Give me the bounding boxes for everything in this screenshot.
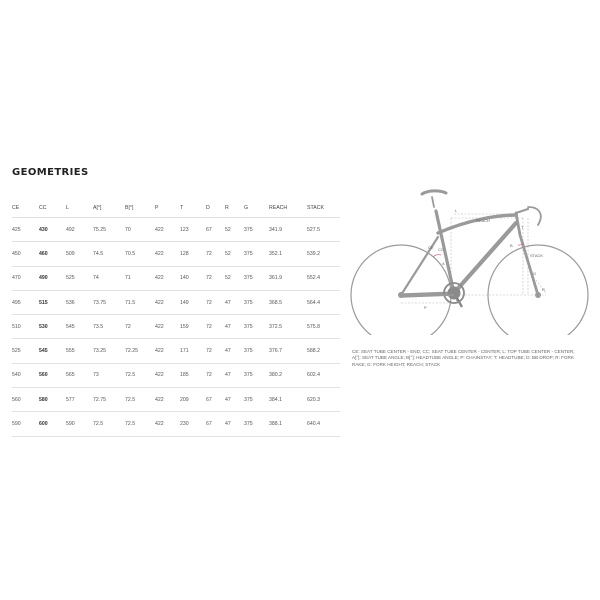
column-header: D [206, 198, 225, 218]
diagram-label-cc: CC [438, 247, 444, 252]
table-cell: 422 [155, 412, 180, 436]
table-cell: 375 [244, 290, 269, 314]
table-row [12, 242, 340, 266]
column-header: CE [12, 198, 39, 218]
table-cell: 361.9 [269, 266, 307, 290]
diagram-label-t: T [521, 225, 524, 230]
column-header: CC [39, 198, 66, 218]
diagram-label-p: P [424, 305, 427, 310]
table-cell: 600 [39, 412, 66, 436]
table-cell: 510 [12, 315, 39, 339]
geometry-table [12, 198, 340, 437]
table-cell: 602.4 [307, 363, 340, 387]
table-cell: 72.5 [125, 388, 155, 412]
table-cell: 47 [225, 412, 244, 436]
table-header-row [12, 198, 340, 218]
table-cell: 565 [66, 363, 93, 387]
table-cell: 575.8 [307, 315, 340, 339]
table-cell: 73.25 [93, 339, 125, 363]
table-cell: 71.5 [125, 290, 155, 314]
table-cell: 70 [125, 218, 155, 242]
table-cell: 71 [125, 266, 155, 290]
table-cell: 73 [93, 363, 125, 387]
table-row [12, 290, 340, 314]
table-cell: 72 [206, 363, 225, 387]
diagram-label-r: R [542, 287, 545, 292]
table-cell: 525 [66, 266, 93, 290]
table-body [12, 218, 340, 437]
table-cell: 539.2 [307, 242, 340, 266]
table-cell: 72.5 [93, 412, 125, 436]
table-cell: 422 [155, 339, 180, 363]
table-cell: 588.2 [307, 339, 340, 363]
table-cell: 140 [180, 266, 206, 290]
table-row [12, 266, 340, 290]
table-cell: 422 [155, 315, 180, 339]
table-cell: 375 [244, 218, 269, 242]
table-cell: 123 [180, 218, 206, 242]
table-cell: 422 [155, 266, 180, 290]
table-cell: 422 [155, 388, 180, 412]
table-cell: 509 [66, 242, 93, 266]
table-cell: 185 [180, 363, 206, 387]
table-cell: 525 [12, 339, 39, 363]
table-cell: 577 [66, 388, 93, 412]
table-cell: 209 [180, 388, 206, 412]
table-cell: 530 [39, 315, 66, 339]
table-cell: 450 [12, 242, 39, 266]
table-cell: 47 [225, 290, 244, 314]
table-cell: 47 [225, 363, 244, 387]
table-cell: 52 [225, 242, 244, 266]
column-header: B[°] [125, 198, 155, 218]
table-cell: 490 [39, 266, 66, 290]
table-cell: 552.4 [307, 266, 340, 290]
table-cell: 422 [155, 218, 180, 242]
bike-geometry-diagram [350, 185, 590, 335]
table-cell: 230 [180, 412, 206, 436]
table-cell: 47 [225, 315, 244, 339]
table-cell: 67 [206, 412, 225, 436]
table-cell: 72.5 [125, 363, 155, 387]
table-cell: 495 [12, 290, 39, 314]
table-row [12, 218, 340, 242]
table-cell: 376.7 [269, 339, 307, 363]
table-cell: 47 [225, 339, 244, 363]
table-cell: 72.5 [125, 412, 155, 436]
table-cell: 375 [244, 266, 269, 290]
table-cell: 388.1 [269, 412, 307, 436]
table-row [12, 388, 340, 412]
column-header: P [155, 198, 180, 218]
table-cell: 128 [180, 242, 206, 266]
diagram-label-g: G [533, 271, 537, 276]
table-cell: 67 [206, 218, 225, 242]
table-cell: 67 [206, 388, 225, 412]
table-cell: 375 [244, 315, 269, 339]
table-cell: 422 [155, 242, 180, 266]
table-cell: 47 [225, 388, 244, 412]
table-cell: 149 [180, 290, 206, 314]
diagram-label-l: L [455, 208, 458, 213]
diagram-label-ce: CE [428, 245, 434, 250]
table-cell: 425 [12, 218, 39, 242]
table-cell: 72 [206, 315, 225, 339]
column-header: A[°] [93, 198, 125, 218]
table-cell: 75.25 [93, 218, 125, 242]
table-cell: 375 [244, 412, 269, 436]
table-cell: 620.3 [307, 388, 340, 412]
column-header: T [180, 198, 206, 218]
table-cell: 159 [180, 315, 206, 339]
table-cell: 515 [39, 290, 66, 314]
table-cell: 73.75 [93, 290, 125, 314]
table-cell: 352.1 [269, 242, 307, 266]
table-cell: 430 [39, 218, 66, 242]
table-cell: 72.75 [93, 388, 125, 412]
table-row [12, 339, 340, 363]
table-cell: 72 [125, 315, 155, 339]
table-row [12, 315, 340, 339]
table-cell: 368.5 [269, 290, 307, 314]
bike-frame [401, 191, 544, 295]
column-header: L [66, 198, 93, 218]
table-cell: 72 [206, 290, 225, 314]
table-cell: 72 [206, 266, 225, 290]
table-cell: 470 [12, 266, 39, 290]
diagram-label-stack: STACK [530, 253, 544, 258]
table-cell: 341.9 [269, 218, 307, 242]
table-cell: 545 [66, 315, 93, 339]
table-cell: 74.5 [93, 242, 125, 266]
dimension-lines [401, 214, 546, 303]
table-cell: 70.5 [125, 242, 155, 266]
table-cell: 72.25 [125, 339, 155, 363]
table-cell: 545 [39, 339, 66, 363]
table-cell: 384.1 [269, 388, 307, 412]
table-cell: 171 [180, 339, 206, 363]
table-cell: 375 [244, 242, 269, 266]
table-cell: 422 [155, 363, 180, 387]
table-cell: 72 [206, 242, 225, 266]
table-cell: 73.5 [93, 315, 125, 339]
table-cell: 380.2 [269, 363, 307, 387]
table-cell: 540 [12, 363, 39, 387]
table-cell: 590 [66, 412, 93, 436]
table-cell: 72 [206, 339, 225, 363]
front-wheel [488, 245, 588, 335]
column-header: G [244, 198, 269, 218]
diagram-legend: CE: SEAT TUBE CENTER - END; CC: SEAT TUBE CENTER - CENTER; L: TOP TUBE CENTER - CENTER; A[°]: SEAT TUBE ANGLE; B[°]: HEADTUBE ANGLE; P: CHAINSTAY; T: HEADTUBE; D: BB DROP; R: FORK RAKE; G: FORK HEIGHT; REACH; STACK [352, 349, 575, 367]
table-cell: 375 [244, 363, 269, 387]
table-cell: 460 [39, 242, 66, 266]
table-cell: 52 [225, 218, 244, 242]
table-cell: 555 [66, 339, 93, 363]
table-cell: 564.4 [307, 290, 340, 314]
table-cell: 375 [244, 388, 269, 412]
table-cell: 560 [12, 388, 39, 412]
table-cell: 74 [93, 266, 125, 290]
diagram-label-reach: REACH [476, 218, 491, 223]
table-cell: 590 [12, 412, 39, 436]
column-header: STACK [307, 198, 340, 218]
column-header: REACH [269, 198, 307, 218]
diagram-label-b: B [510, 243, 513, 248]
table-row [12, 363, 340, 387]
table-row [12, 412, 340, 436]
table-cell: 375 [244, 339, 269, 363]
table-cell: 560 [39, 363, 66, 387]
table-cell: 580 [39, 388, 66, 412]
diagram-label-d: D [456, 297, 459, 302]
table-cell: 372.5 [269, 315, 307, 339]
table-cell: 527.5 [307, 218, 340, 242]
page-title: GEOMETRIES [12, 167, 89, 178]
table-cell: 640.4 [307, 412, 340, 436]
table-cell: 536 [66, 290, 93, 314]
column-header: R [225, 198, 244, 218]
table-cell: 492 [66, 218, 93, 242]
rear-wheel [351, 245, 451, 335]
table-cell: 422 [155, 290, 180, 314]
table-cell: 52 [225, 266, 244, 290]
diagram-label-a: A [442, 261, 445, 266]
